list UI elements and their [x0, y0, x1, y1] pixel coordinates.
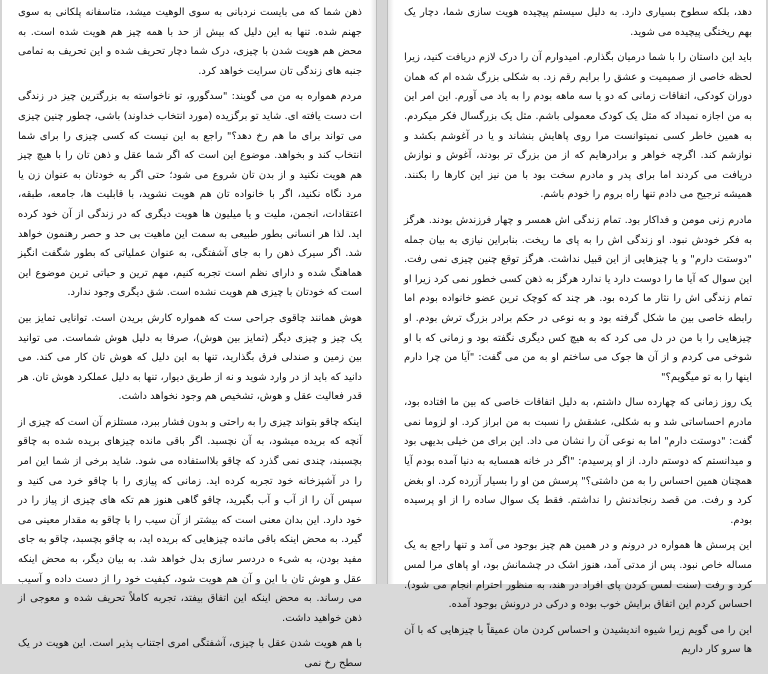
right-paragraph-4: یک روز زمانی که چهارده سال داشتم، به دلیل اتفاقات خاصی که بین ما افتاده بود، مادرم احساساتی شد و به شکلی، عشقش را نسبت به من ابراز کرد. او لزوما نمی گفت: "دوستت دارم" اما به نوعی آن را نشان می داد. این برای من خیلی بدیهی بود و میدانستم که دوستم دارد. از او پرسیدم: "اگر در خانه همسایه به دنیا آمده بودم آیا همچنان همین احساس را به من داشتی؟" پرسش من او را بسیار آزرده کرد. او بغض کرد و رفت. من قصد رنجاندنش را نداشتم. فقط یک سوال ساده را از او پرسیده بودم.	[404, 397, 752, 526]
right-paragraph-3: مادرم زنی مومن و فداکار بود. تمام زندگی اش همسر و چهار فرزندش بودند. هرگز به فکر خودش نبود. او زندگی اش را به پای ما ریخت. بنابراین نیازی به بیان جمله "دوستت دارم" و یا چیزهایی از این قبیل نداشت. هرگز توقع چنین چیزی نمی رفت. این سوال که آیا ما را دوست دارد یا ندارد هرگز به ذهن کسی خطور نمی کرد زیرا او تمام زندگی اش را نثار ما کرده بود. هر چند که کوچک ترین عضو خانواده بودم اما رابطه خاصی بین ما شکل گرفته بود و به نوعی در حکم برادر بزرگ ترش بودم. او چیزهایی را با من در دل می کرد که به هیچ کس دیگری نگفته بود و زمانی که با او شوخی می کردم و از آن ها جوک می ساختم او به من می گفت: "آیا من چرا دارم اینها را به تو میگویم؟"	[404, 214, 752, 383]
right-page	[387, 0, 766, 656]
left-paragraph-5: با هم هویت شدن عقل با چیزی، آشفتگی امری اجتناب پذیر است. این هویت در یک سطح رخ نمی	[18, 638, 362, 669]
right-paragraph-2: باید این داستان را با شما درمیان بگذارم. امیدوارم آن را درک لازم دریافت کنید، زیرا لحظه خاصی از صمیمیت و عشق را برایم رقم زد. به شکلی بزرگ شده ام که همان دوران کودکی، اتفاقات زمانی که دو یا سه ماهه بودم را به یاد می آورم. این امر این به من اجازه نمیداد که مثل یک کودک معمولی باشم. مثل یک بزرگسال فکر میکردم. به همین خاطر کسی نمیتوانست مرا روی پاهایش بنشاند و یا در آغوشم بکشد و نوازشم کند. اگرچه خواهر و برادرهایم که از من بزرگ تر بودند، آغوش و نوازش دریافت می کردند اما برای پدر و مادرم سخت بود با من نیز این کارها را بکنند. همیشه ترجیح می دادم تنها راه بروم را خودم باشم.	[404, 52, 752, 201]
right-paragraph-1: دهد، بلکه سطوح بسیاری دارد. به دلیل سیستم پیچیده هویت سازی شما، دچار یک بهم ریختگی پیچیده می شوید.	[404, 7, 752, 38]
left-paragraph-1: ذهن شما که می بایست نردبانی به سوی الوهیت میشد، متاسفانه پلکانی به سوی جهنم شده. تنها به این دلیل که بیش از حد با همه چیز هم هویت شده است. به محض هم هویت شدن با چیزی، درک شما دچار تحریف شده و این تحریف به تمامی جنبه های زندگی تان سرایت خواهد کرد.	[18, 7, 362, 77]
right-paragraph-5: این پرسش ها همواره در درونم و در همین هم چیز بوجود می آمد و تنها راجع به یک مساله خاص نبود. پس از مدتی آمد، هنوز اشک در چشمانش بود، او پاهای مرا لمس کرد و رفت (سنت لمس کردن پای افراد در هند، به منظور احترام انجام می شود). احساس کردم این اتفاق برایش خوب بوده و درکی در درونش بوجود آمده.	[404, 540, 752, 611]
right-paragraph-6: این را می گویم زیرا شیوه اندیشیدن و احساس کردن مان عمیقاً با چیزهایی که با آن ها سرو کار داریم	[404, 624, 752, 656]
left-paragraph-3: هوش همانند چاقوی جراحی ست که همواره کارش بریدن است. توانایی تمایز بین یک چیز و چیزی دیگر (تمایز بین هوش)، صرفا به دلیل هوش شماست. می توانید بین زمین و صندلی فرق بگذارید، تنها به این دلیل که هوش تان کار می کند. می دانید که باید از در وارد شوید و نه از طریق دیوار، تنها به دلیل عملکرد هوش تان. هر قدر فعالیت عقل و هوش، تشخیص هم وجود نخواهد داشت.	[18, 312, 362, 403]
left-paragraph-4: اینکه چاقو بتواند چیزی را به راحتی و بدون فشار ببرد، مستلزم آن است که چیزی از آنچه که بریده میشود، به آن نچسبد. اگر باقی مانده چیزهای بریده شده به چاقو بچسبند، چندی نمی گذرد که چاقو بلااستفاده می شود. شاید برخی از شما این امر را در آشپزخانه خود تجربه کرده اید. زمانی که پیازی را با چاقو خرد می کنید و سپس آن را از آب و آب بگیرید، چاقو گاهی هنوز هم تکه های چیزی از پیاز را در خود دارد. این بدان معنی است که بیشتر از آن سیب را با چاقو به مقدار معینی می گیرد. به محض اینکه باقی مانده چیزهایی که بریده اید، به چاقو بچسبد، چاقو به جای مفید بودن، به شیء ه دردسر سازی بدل خواهد شد. به بیان دیگر، به محض اینکه عقل و هوش تان با این و آن هم هویت شود، کیفیت خود را از دست داده و آسیب می رساند. به محض اینکه این اتفاق بیفتد، تجربه کاملاً تحریف شده و معوجی از ذهن خواهید داشت.	[17, 416, 362, 624]
left-page	[2, 0, 377, 669]
left-paragraph-2: مردم همواره به من می گویند: "سدگورو، تو ناخواسته به بزرگترین چیز در زندگی ات دست یافته ای. شاید تو برگزیده (مورد انتخاب خداوند) باشی، چطور چنین چیزی می تواند برای ما هم رخ دهد؟" راجع به این نیست که کسی چیزی را برای شما انتخاب کند و بخواهد. موضوع این است که اگر شما عقل و ذهن تان را با هیچ چیز هم هویت نکنید و از بدن تان شروع می شود؛ حتی اگر به خودتان به عنوان زن یا مرد نگاه نکنید، اگر با خانواده تان هم هویت نشوید، با قابلیت ها، جامعه، طبقه، اعتقادات، انجمن، ملیت و یا میلیون ها هویت دیگری که در زندگی از آن خود کرده اید. لذا هر انسانی بطور طبیعی به سمت این ماهیت بی حد و حصر رهنمون خواهد شد. اگر سیرک ذهن را به جای آشفتگی، به عنوان عملیاتی که بطور شگفت انگیز هماهنگ شده و دارای نظم است تجربه کنیم، مهم ترین و حیاتی ترین موضوع این است که خودتان با چیزی هم هویت نشده است. شق دیگری وجود ندارد.	[18, 91, 362, 299]
